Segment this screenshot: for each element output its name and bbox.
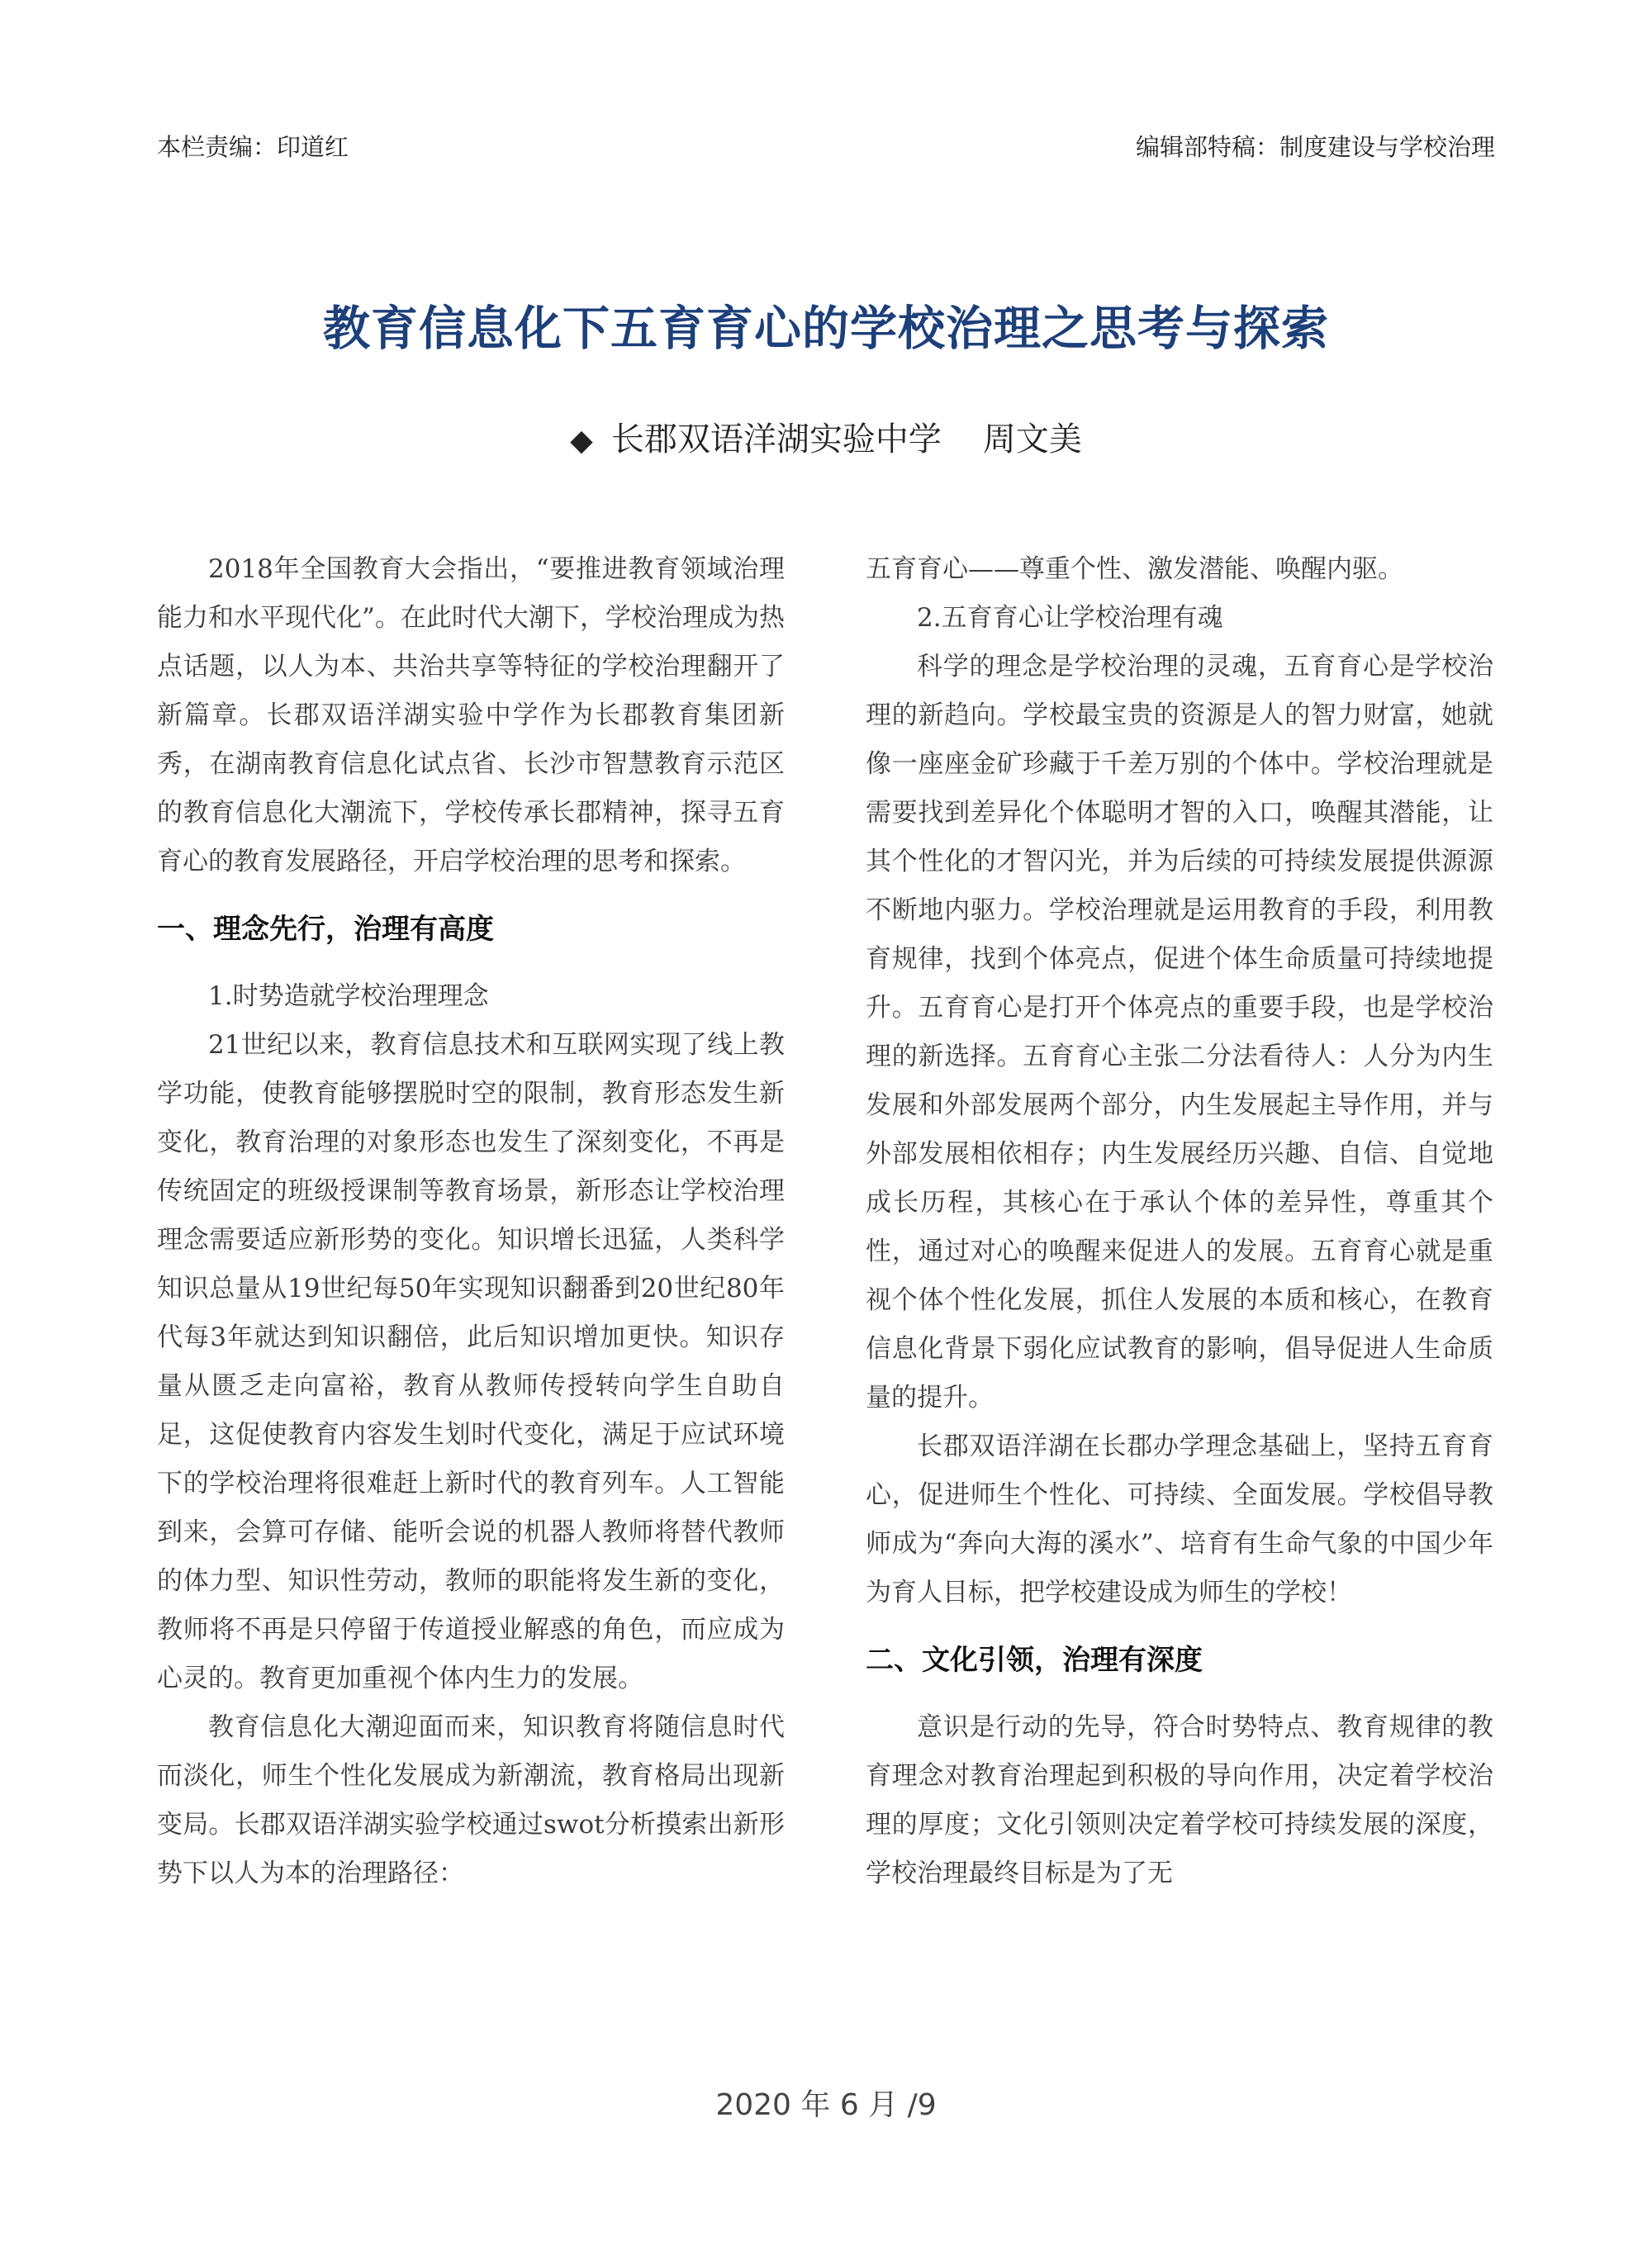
right-column [866, 545, 1493, 1898]
running-head-section: 编辑部特稿：制度建设与学校治理 [1135, 133, 1495, 161]
diamond-icon: ◆ [570, 424, 593, 458]
continued-paragraph: 五育育心——尊重个性、激发潜能、唤醒内驱。 [866, 554, 1403, 584]
page-folio: 2020 年 6 月 /9 [715, 2088, 937, 2122]
section-heading-2: 二、文化引领，治理有深度 [866, 1644, 1203, 1677]
subsection-heading-2: 2.五育育心让学校治理有魂 [917, 603, 1223, 633]
author-institution: 长郡双语洋湖实验中学 [610, 420, 942, 458]
body-paragraph: 科学的理念是学校治理的灵魂，五育育心是学校治理的新趋向。学校最宝贵的资源是人的智力财富，她就像一座座金矿珍藏于千差万别的个体中。学校治理就是需要找到差异化个体聪明才智的入口，唤醒其潜能，让其个性化的才智闪光，并为后续的可持续发展提供源源不断地内驱力。学校治理就是运用教育的手段，利用教育规律，找到个体亮点，促进个体生命质量可持续地提升。五育育心是打开个体亮点的重要手段，也是学校治理的新选择。五育育心主张二分法看待人：人分为内生发展和外部发展两个部分，内生发展起主导作用，并与外部发展相依相存；内生发展经历兴趣、自信、自觉地成长历程，其核心在于承认个体的差异性，尊重其个性，通过对心的唤醒来促进人的发展。五育育心就是重视个体个性化发展，抓住人发展的本质和核心，在教育信息化背景下弱化应试教育的影响，倡导促进人生命质量的提升。 [866, 652, 1493, 1412]
running-head-editor: 本栏责编：印道红 [157, 133, 349, 161]
intro-paragraph: 2018年全国教育大会指出，“要推进教育领域治理能力和水平现代化”。在此时代大潮下，学校治理成为热点话题，以人为本、共治共享等特征的学校治理翻开了新篇章。长郡双语洋湖实验中学作为长郡教育集团新秀，在湖南教育信息化试点省、长沙市智慧教育示范区的教育信息化大潮流下，学校传承长郡精神，探寻五育育心的教育发展路径，开启学校治理的思考和探索。 [157, 554, 785, 876]
left-column [157, 545, 785, 1898]
body-paragraph: 长郡双语洋湖在长郡办学理念基础上，坚持五育育心，促进师生个性化、可持续、全面发展。学校倡导教师成为“奔向大海的溪水”、培育有生命气象的中国少年为育人目标，把学校建设成为师生的学校！ [866, 1431, 1493, 1607]
subsection-heading-1: 1.时势造就学校治理理念 [208, 981, 489, 1011]
byline [0, 413, 1652, 460]
article-title: 教育信息化下五育育心的学校治理之思考与探索 [323, 301, 1329, 356]
section-heading-1: 一、理念先行，治理有高度 [157, 913, 494, 946]
body-paragraph: 教育信息化大潮迎面而来，知识教育将随信息时代而淡化，师生个性化发展成为新潮流，教育格局出现新变局。长郡双语洋湖实验学校通过swot分析摸索出新形势下以人为本的治理路径： [157, 1712, 785, 1888]
body-paragraph: 21世纪以来，教育信息技术和互联网实现了线上教学功能，使教育能够摆脱时空的限制，教育形态发生新变化，教育治理的对象形态也发生了深刻变化，不再是传统固定的班级授课制等教育场景，新形态让学校治理理念需要适应新形势的变化。知识增长迅猛，人类科学知识总量从19世纪每50年实现知识翻番到20世纪80年代每3年就达到知识翻倍，此后知识增加更快。知识存量从匮乏走向富裕，教育从教师传授转向学生自助自足，这促使教育内容发生划时代变化，满足于应试环境下的学校治理将很难赶上新时代的教育列车。人工智能到来，会算可存储、能听会说的机器人教师将替代教师的体力型、知识性劳动，教师的职能将发生新的变化，教师将不再是只停留于传道授业解惑的角色，而应成为心灵的。教育更加重视个体内生力的发展。 [157, 1030, 785, 1693]
author-name: 周文美 [982, 420, 1082, 458]
body-paragraph: 意识是行动的先导，符合时势特点、教育规律的教育理念对教育治理起到积极的导向作用，决定着学校治理的厚度；文化引领则决定着学校可持续发展的深度，学校治理最终目标是为了无 [866, 1712, 1493, 1888]
